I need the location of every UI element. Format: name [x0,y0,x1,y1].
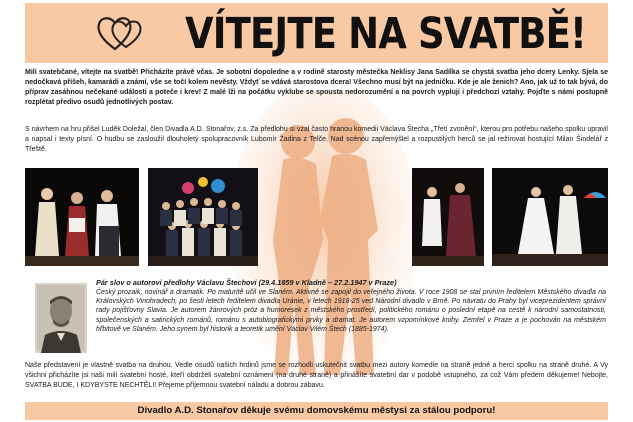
stage-photo-couple [412,168,484,266]
author-heading: Pár slov o autorovi předlohy Václavu Štechovi (29.4.1859 v Kladně – 27.2.1947 v Praze) [96,278,397,287]
intro-paragraph: Milí svatebčané, vítejte na svatbě! Přicházíte právě včas. Je sobotní dopoledne a v rodině starosty městečka Neklisy Jana Sadílka se chystá svatba jeho dcery Lenky. Sjela se nedočkavá příšeh, kamarádi a známí, vše se točí kolem nevěsty. Vždyť se vdává starostova dcera! Všechno musí být na jedničku. Kde je ale ženich? Ano, jak už to tak bývá, do příprav zasáhnou nečekané události a poteče i krev! Z malé lži na počátku vyklube se spousta nedorozumění a na povrch vyplují i předchozí vztahy. Pojďte s námi postupně rozplétat předivo osudů jednotlivých postav. [25,69,608,106]
footer-banner: Divadlo A.D. Stonařov děkuje svému domovskému městysi za stálou podporu! [25,402,608,420]
author-biography: Český prozaik, novinář a dramatik. Po maturitě učil ve Slaném. Aktivně se zapojil do veřejného života. V roce 1908 se stal prvním ředitelem Městského divadla na Královských Vinohradech, po šesti letech ředitelem divadla Uránie, v letech 1918-25 ved Národní divadlo v Brně. Po návratu do Prahy byl viceprezidentem správní rady pojišťovny Slavia. Je autorem žánrových próz a humoresek z městského prostředí, politického románu o poslední etapě na cestě k národní samostatnosti, společenských a satirických románů, románu s autobiografickými prvky a dramat. Je autorem vzpomínkové knihy. Zemřel v Praze a je pochován na městském hřbitově ve Slaném. Jeho synem byl historik a teoretik umění Václav Vilém Štech (1885-1974). [96,289,606,333]
closing-paragraph: Naše představení je vlastně svatba na druhou. Vedle osudů našich hrdinů jsme se rozhodli uskutečnit svatbu mezi autory komedie na straně jedné a herci spolku na straně druhé. A Vy všichni přicházíte jsi naši milí svatební hosté, kteří obdrželi svatební oznámení (na druhé straně) a přinášíte svatební dar v podobě vstupného, za což Vám předem děkujeme! Nebojte, SVATBA BUDE, I KDYBYSTE NECHTĚLI! Přejeme příjemnou svatební náladu a dobrou zábavu. [25,362,608,389]
two-hearts-icon [95,11,145,55]
author-portrait [35,283,87,353]
stage-photo-bride [492,168,608,266]
page-title: VÍTEJTE NA SVATBĚ! [185,9,586,59]
header-banner [25,3,608,63]
director-paragraph: S návrhem na hru přišel Luděk Doležal, člen Divadla A.D. Stonařov, z.s. Za předlohu si vzal často hranou komedii Václava Štecha „Třetí zvonění“, kterou pro potřebu našeho spolku upravil a napsal i texty písní. O hudbu se zasloužil dlouholetý spolupracovník Lubomír Žadina z Telče. Nad scénou zapřemýšlel a rozpustilých herců se jal režírovat hostující Milan Šindelář z Třeště. [25,126,608,153]
stage-photo-1 [25,168,139,266]
stage-photo-group [148,168,258,266]
